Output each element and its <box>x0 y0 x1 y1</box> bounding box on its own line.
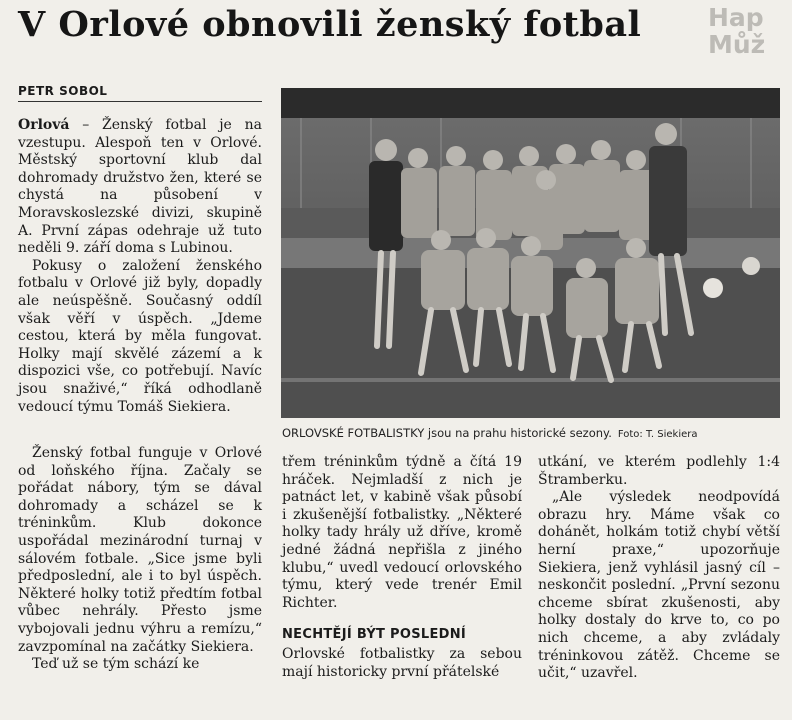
ghost-line-2: Můž <box>708 30 766 59</box>
paragraph-3: Ženský fotbal funguje v Orlové od loňského října. Začaly se pořádat nábory, tým se dával dohromady a scházel se k tréninkům. Klub dokonce uspořádal mezinárodní turnaj v sálovém fotbale. „Sice jsme byli předposlední, ale i to byl úspěch. Některé holky totiž předtím fotbal vůbec nehrály. Přesto jsme vybojovali jednu výhru a remízu,“ zavzpomínal na začátky Siekiera. <box>18 445 262 655</box>
paragraph-1 <box>18 117 262 258</box>
paragraph-2: Pokusy o založení ženského fotbalu v Orlové již byly, dopadly ale neúspěšně. Současný oddíl však věří v úspěch. „Jdeme cestou, která by měla fungovat. Holky mají skvělé zázemí a k dispozici vše, co potřebují. Navíc jsou snaživé,“ říká odhodlaně vedoucí týmu Tomáš Siekiera. <box>18 257 262 415</box>
photo-credit: Foto: T. Siekiera <box>617 429 698 440</box>
article-column-1-lower <box>18 445 262 674</box>
caption-text: ORLOVSKÉ FOTBALISTKY jsou na prahu historické sezony. <box>282 426 612 440</box>
ghost-line-1: Hap <box>708 3 764 32</box>
team-photo <box>281 88 780 418</box>
bleed-through-text <box>708 4 792 58</box>
byline-rule <box>18 101 262 102</box>
section-subhead: NECHTĚJÍ BÝT POSLEDNÍ <box>282 627 467 643</box>
paragraph-1-text: – Ženský fotbal je na vzestupu. Alespoň ten v Orlové. Městský sportovní klub dal dohromady družstvo žen, které se chystá na působení v Moravskoslezské divizi, skupině A. První zápas odehraje už tuto neděli 9. září doma s Lubinou. <box>18 117 262 257</box>
article-column-3 <box>538 454 780 683</box>
paragraph-8: „Ale výsledek neodpovídá obrazu hry. Máme však co dohánět, holkám totiž chybí větší herní praxe,“ upozorňuje Siekiera, jenž vyhlásil jasný cíl – neskončit poslední. „První sezonu chceme sbírat zkušenosti, aby holky dostaly do krve to, co po nich chceme, a aby zvládaly tréninkovou zátěž. Chceme se učit,“ uzavřel. <box>538 489 780 682</box>
paragraph-5: třem tréninkům týdně a čítá 19 hráček. Nejmladší z nich je patnáct let, v kabině však působí i zkušenější fotbalistky. „Některé holky tady hrály už dříve, kromě jedné žádná nepřišla z jiného klubu,“ uvedl vedoucí orlovského týmu, který vede trenér Emil Richter. <box>282 454 522 611</box>
photo-caption <box>282 426 780 440</box>
paragraph-7: utkání, ve kterém podlehly 1:4 Štramberku. <box>538 454 780 488</box>
article-column-2 <box>282 454 522 681</box>
author-byline: PETR SOBOL <box>18 84 108 98</box>
article-headline: V Orlové obnovili ženský fotbal <box>18 4 642 45</box>
dateline: Orlová <box>18 117 70 133</box>
team-photo-image <box>281 88 780 418</box>
article-column-1 <box>18 117 262 416</box>
paragraph-4: Teď už se tým schází ke <box>32 656 200 673</box>
paragraph-6: Orlovské fotbalistky za sebou mají historicky první přátelské <box>282 645 522 680</box>
